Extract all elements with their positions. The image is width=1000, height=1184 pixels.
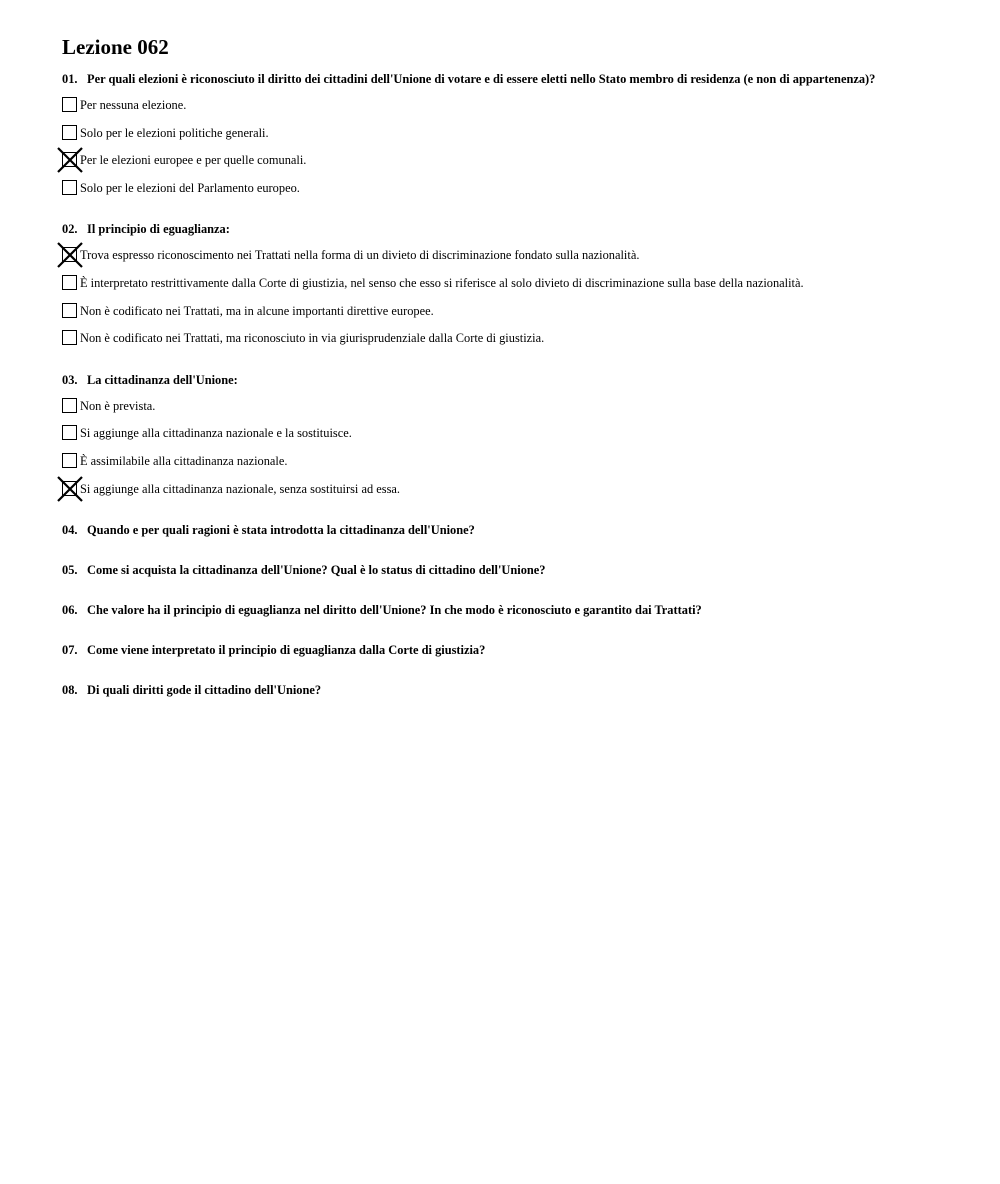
question-02 [62, 221, 962, 237]
answer-text: Per le elezioni europee e per quelle comunali. [80, 153, 307, 168]
question-block-01 [62, 71, 962, 207]
answer-text: Si aggiunge alla cittadinanza nazionale, senza sostituirsi ad essa. [80, 481, 400, 496]
answer-option [62, 180, 962, 208]
answer-option [62, 97, 962, 125]
answer-option [62, 481, 962, 509]
checkbox[interactable] [62, 97, 77, 112]
question-text: Il principio di eguaglianza: [87, 222, 230, 237]
answer-option [62, 453, 962, 481]
checkbox[interactable] [62, 180, 77, 195]
document-page [62, 34, 962, 722]
answer-text: Non è codificato nei Trattati, ma in alcune importanti direttive europee. [80, 303, 434, 318]
question-text: Per quali elezioni è riconosciuto il diritto dei cittadini dell'Unione di votare e di essere eletti nello Stato membro di residenza (e non di appartenenza)? [87, 72, 876, 86]
question-number: 07. [62, 643, 78, 658]
answer-text: È interpretato restrittivamente dalla Corte di giustizia, nel senso che esso si riferisce al solo divieto di discriminazione sulla base della nazionalità. [80, 275, 804, 290]
answer-option [62, 425, 962, 453]
answer-text: Si aggiunge alla cittadinanza nazionale e la sostituisce. [80, 426, 352, 441]
lesson-title: Lezione 062 [62, 35, 169, 59]
checkbox[interactable] [62, 425, 77, 440]
answer-text: Per nessuna elezione. [80, 98, 187, 112]
answer-options [62, 398, 962, 508]
answer-option [62, 152, 962, 180]
question-number: 03. [62, 372, 78, 387]
question-text: Che valore ha il principio di eguaglianza nel diritto dell'Unione? In che modo è riconosciuto e garantito dai Trattati? [87, 603, 702, 618]
answer-option [62, 303, 962, 331]
answer-option [62, 247, 962, 275]
question-number: 08. [62, 683, 78, 698]
answer-text: Solo per le elezioni del Parlamento europeo. [80, 180, 300, 195]
question-text: Di quali diritti gode il cittadino dell'Unione? [87, 683, 322, 698]
question-text: La cittadinanza dell'Unione: [87, 372, 238, 387]
question-number: 04. [62, 523, 78, 538]
answer-text: Solo per le elezioni politiche generali. [80, 125, 269, 140]
answer-options [62, 97, 962, 207]
question-03 [62, 372, 962, 388]
checkbox[interactable] [62, 398, 77, 413]
answer-option [62, 330, 962, 358]
question-text: Come viene interpretato il principio di eguaglianza dalla Corte di giustizia? [87, 643, 486, 658]
question-01 [62, 71, 962, 87]
question-05 [62, 562, 962, 578]
question-07 [62, 642, 962, 658]
question-text: Quando e per quali ragioni è stata introdotta la cittadinanza dell'Unione? [87, 523, 475, 538]
answer-options [62, 247, 962, 357]
question-number: 01. [62, 72, 78, 86]
answer-text: Non è codificato nei Trattati, ma riconosciuto in via giurisprudenziale dalla Corte di giustizia. [80, 331, 545, 346]
question-text: Come si acquista la cittadinanza dell'Unione? Qual è lo status di cittadino dell'Unione? [87, 563, 546, 578]
checkbox[interactable] [62, 247, 77, 262]
checkbox[interactable] [62, 275, 77, 290]
answer-option [62, 398, 962, 426]
answer-text: Trova espresso riconoscimento nei Trattati nella forma di un divieto di discriminazione fondato sulla nazionalità. [80, 248, 640, 263]
question-08 [62, 682, 962, 698]
question-06 [62, 602, 962, 618]
answer-option [62, 275, 962, 303]
answer-text: Non è prevista. [80, 398, 156, 413]
checkbox[interactable] [62, 125, 77, 140]
checkbox[interactable] [62, 453, 77, 468]
question-block-03 [62, 372, 962, 508]
answer-text: È assimilabile alla cittadinanza nazionale. [80, 453, 288, 468]
checkbox[interactable] [62, 330, 77, 345]
checkbox[interactable] [62, 481, 77, 496]
question-number: 05. [62, 563, 78, 578]
question-number: 06. [62, 603, 78, 618]
answer-option [62, 125, 962, 153]
question-04 [62, 522, 962, 538]
question-number: 02. [62, 222, 78, 237]
checkbox[interactable] [62, 303, 77, 318]
checkbox[interactable] [62, 152, 77, 167]
question-block-02 [62, 221, 962, 357]
